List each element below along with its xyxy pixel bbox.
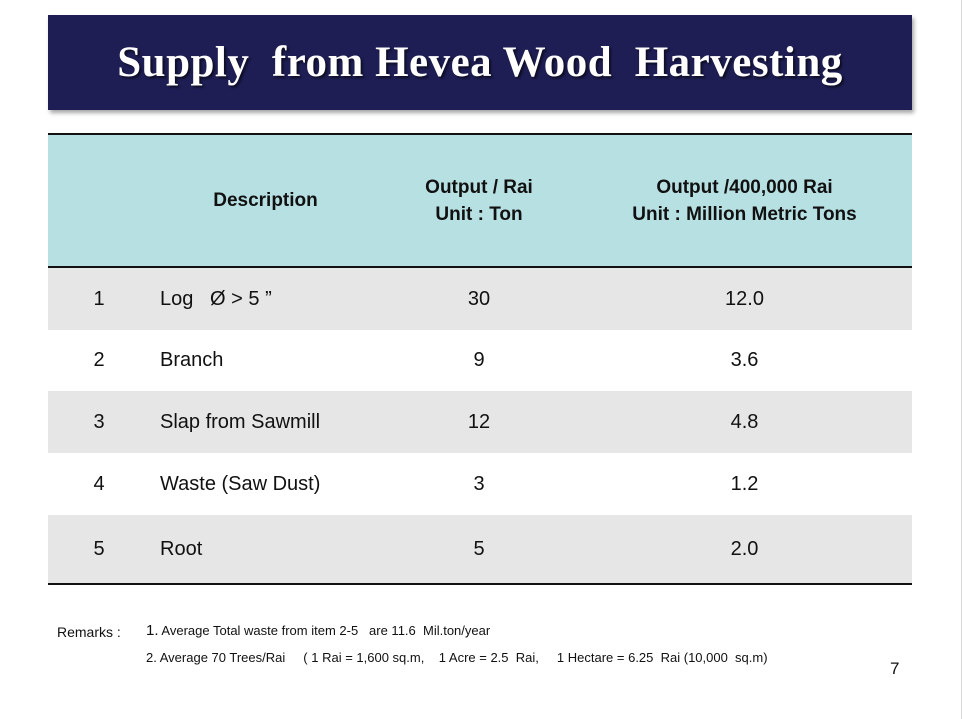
remark-item-1-number: 1.	[146, 622, 159, 639]
header-output-per-rai	[381, 135, 577, 266]
header-output-400k-line1: Output /400,000 Rai	[656, 176, 833, 198]
row-number: 4	[93, 472, 105, 495]
title-banner	[48, 15, 912, 110]
page-number: 7	[890, 659, 900, 678]
row-output-400k: 1.2	[730, 472, 759, 495]
supply-table	[48, 133, 912, 585]
table-row	[48, 453, 912, 515]
row-number: 1	[93, 287, 105, 310]
row-output-400k: 4.8	[730, 410, 759, 433]
row-description: Branch	[160, 349, 224, 371]
row-number: 5	[93, 537, 105, 560]
header-output-per-rai-line1: Output / Rai	[425, 176, 533, 198]
header-output-400k-line2: Unit : Million Metric Tons	[632, 203, 857, 225]
header-output-400k-rai	[577, 135, 912, 266]
table-row	[48, 515, 912, 583]
row-output-per-rai: 3	[473, 472, 485, 495]
row-output-per-rai: 12	[467, 410, 491, 433]
remark-item-1	[146, 622, 490, 639]
remark-item-1-text: Average Total waste from item 2-5 are 11.6 Mil.ton/year	[158, 623, 491, 638]
row-description: Root	[160, 537, 203, 560]
row-output-400k: 3.6	[730, 349, 759, 371]
row-output-400k: 2.0	[730, 537, 759, 560]
row-number: 3	[93, 410, 105, 433]
slide-title: Supply from Hevea Wood Harvesting	[117, 39, 843, 86]
row-output-per-rai: 30	[467, 287, 491, 310]
row-description: Log Ø > 5 ”	[160, 287, 272, 310]
table-row	[48, 391, 912, 453]
header-output-per-rai-line2: Unit : Ton	[435, 203, 523, 225]
row-description: Slap from Sawmill	[160, 410, 321, 433]
header-description	[138, 135, 393, 266]
header-description-label: Description	[213, 190, 318, 211]
row-output-400k: 12.0	[725, 287, 764, 310]
row-output-per-rai: 5	[473, 537, 485, 560]
table-header	[48, 135, 912, 268]
row-number: 2	[93, 349, 105, 371]
table-row	[48, 330, 912, 391]
remarks-label: Remarks :	[57, 624, 121, 640]
remark-item-2: 2. Average 70 Trees/Rai ( 1 Rai = 1,600 sq.m, 1 Acre = 2.5 Rai, 1 Hectare = 6.25 Rai (10,000 sq.m)	[146, 650, 768, 665]
row-output-per-rai: 9	[473, 349, 485, 371]
table-row	[48, 268, 912, 330]
row-description: Waste (Saw Dust)	[160, 472, 321, 495]
